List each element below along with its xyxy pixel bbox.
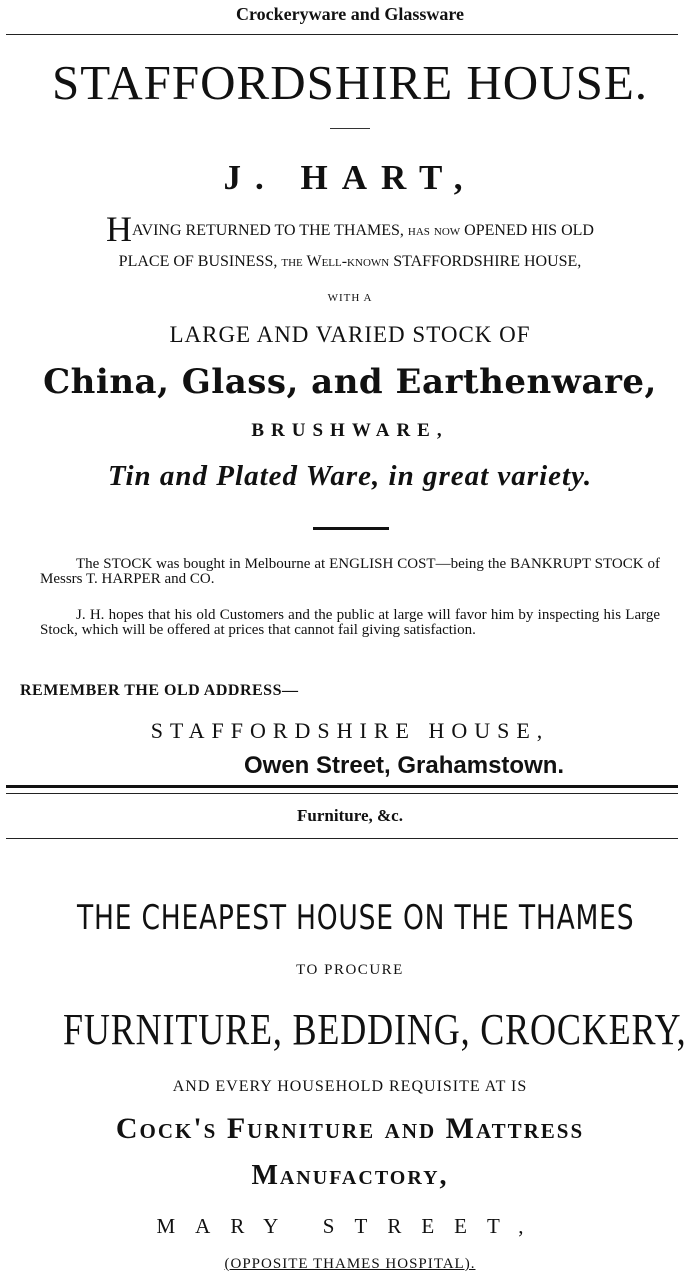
short-divider [313,527,389,530]
remember-address: REMEMBER THE OLD ADDRESS— [20,682,299,699]
proprietor-name: J. HART, [223,158,477,197]
cheapest-headline: THE CHEAPEST HOUSE ON THE THAMES [77,898,635,938]
business-name-line-2: Manufactory, [251,1160,449,1191]
section-divider-thick [6,785,678,788]
stock-paragraph: The STOCK was bought in Melbourne at ENGLISH COST—being the BANKRUPT STOCK of Messrs T. HARPER and CO. [40,556,660,587]
to-procure: TO PROCURE [296,962,404,978]
with-a-label: WITH A [327,292,373,304]
china-glass-earthenware: China, Glass, and Earthenware, [43,362,657,402]
mary-street: MARY STREET, [156,1214,544,1238]
top-divider [6,34,678,35]
section-divider-thin [6,793,678,794]
crockery-section-title: Crockeryware and Glassware [236,4,464,24]
hopes-paragraph: J. H. hopes that his old Customers and the public at large will favor him by inspecting his Large Stock, which will be offered at prices that cannot fail giving satisfaction. [40,607,660,638]
staffordshire-house-title: STAFFORDSHIRE HOUSE. [51,55,648,110]
every-household-line: AND EVERY HOUSEHOLD REQUISITE AT IS [172,1078,528,1095]
title-underline [330,128,370,129]
intro-dropcap: H [106,209,133,249]
intro-line-1: AVING RETURNED TO THE THAMES, has now OPENED HIS OLD [132,222,594,239]
business-name-line-1: Cock's Furniture and Mattress [115,1112,585,1145]
intro-paragraph [0,209,700,249]
furniture-divider [6,838,678,839]
address-street: Owen Street, Grahamstown. [244,752,565,779]
stock-line: LARGE AND VARIED STOCK OF [169,322,531,347]
furniture-section-title: Furniture, &c. [297,806,403,825]
address-house-name: STAFFORDSHIRE HOUSE, [150,718,550,743]
brushware-line: BRUSHWARE, [251,420,449,441]
opposite-hospital: (OPPOSITE THAMES HOSPITAL). [224,1256,476,1272]
intro-line-2: PLACE OF BUSINESS, the Well-known STAFFORDSHIRE HOUSE, [118,253,582,270]
goods-list: FURNITURE, BEDDING, CROCKERY, [63,1005,687,1054]
tin-plated-ware-line: Tin and Plated Ware, in great variety. [107,460,593,492]
